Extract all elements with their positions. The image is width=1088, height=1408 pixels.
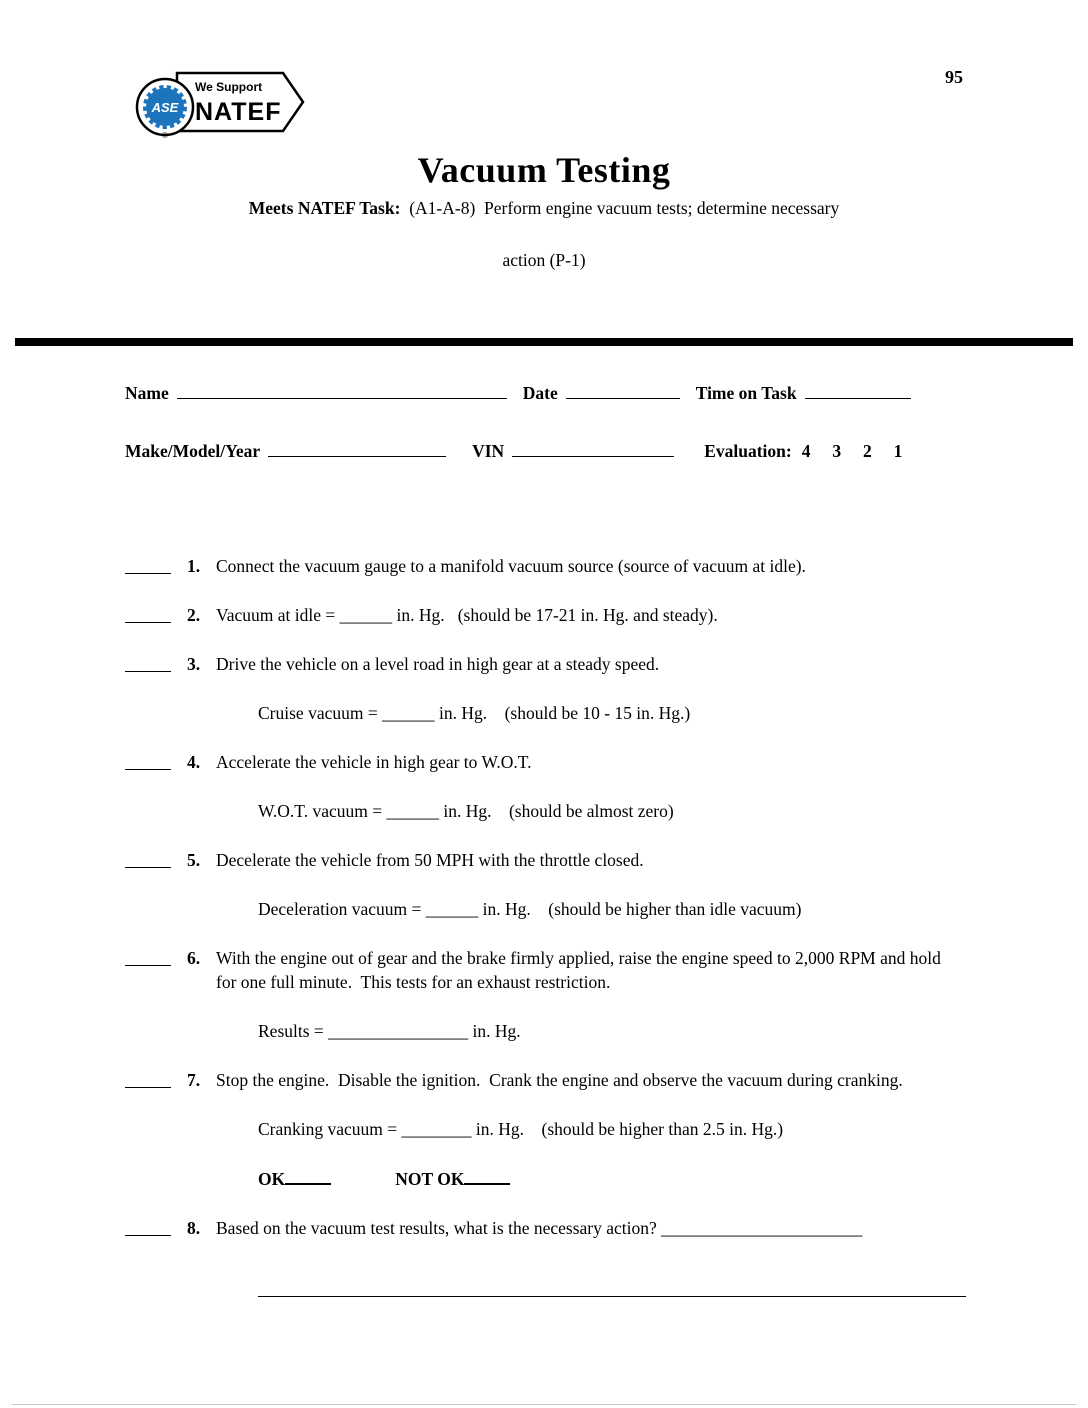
- divider-rule: [15, 338, 1073, 346]
- time-on-task-blank: [805, 382, 911, 399]
- natef-label: NATEF: [195, 98, 282, 126]
- item-number: 1.: [187, 556, 201, 576]
- page-number: 95: [945, 67, 963, 87]
- grade-blank: [125, 848, 171, 868]
- grade-blank: [125, 1068, 171, 1088]
- item-number: 2.: [187, 605, 201, 625]
- item-text: Connect the vacuum gauge to a manifold vacuum source (source of vacuum at idle).: [216, 556, 806, 576]
- item-text: Decelerate the vehicle from 50 MPH with the throttle closed.: [216, 850, 644, 870]
- evaluation-label: Evaluation:: [704, 441, 792, 461]
- not-ok-label: NOT OK: [395, 1169, 465, 1189]
- meets-natef-task-label: Meets NATEF Task:: [248, 198, 401, 218]
- item-number: 7.: [187, 1070, 201, 1090]
- item-number: 5.: [187, 850, 201, 870]
- make-model-year-label: Make/Model/Year: [125, 441, 261, 461]
- grade-blank: [125, 603, 171, 623]
- task-item-3: [125, 652, 963, 676]
- grade-blank: [125, 750, 171, 770]
- task-text: (A1-A-8) Perform engine vacuum tests; determine necessary: [400, 198, 840, 218]
- task-item-8: [125, 1216, 963, 1240]
- date-label: Date: [522, 383, 558, 403]
- task-description: [125, 195, 963, 325]
- item-sub-text: Cranking vacuum = ________ in. Hg. (should be higher than 2.5 in. Hg.): [258, 1119, 784, 1139]
- ok-notok-line: [258, 1167, 963, 1191]
- name-blank: [177, 382, 507, 399]
- task-item-5: [125, 848, 963, 872]
- ok-label: OK: [258, 1169, 286, 1189]
- item-number: 4.: [187, 752, 201, 772]
- task-item-2: [125, 603, 963, 627]
- item-number: 8.: [187, 1218, 201, 1238]
- we-support-label: We Support: [195, 80, 263, 94]
- grade-blank: [125, 554, 171, 574]
- task-text-line2: action (P-1): [502, 250, 586, 270]
- item-text: Vacuum at idle = ______ in. Hg. (should be 17-21 in. Hg. and steady).: [216, 605, 718, 625]
- page-title: Vacuum Testing: [417, 150, 671, 190]
- item-sub-text: W.O.T. vacuum = ______ in. Hg. (should be almost zero): [258, 801, 674, 821]
- item-sub-text: Cruise vacuum = ______ in. Hg. (should be 10 - 15 in. Hg.): [258, 703, 691, 723]
- name-label: Name: [125, 383, 169, 403]
- item-sub-text: Results = ________________ in. Hg.: [258, 1021, 521, 1041]
- item-number: 3.: [187, 654, 201, 674]
- natef-logo: [133, 57, 308, 139]
- form-row-identity: [125, 382, 963, 404]
- vin-blank: [512, 440, 674, 457]
- not-ok-blank: [464, 1168, 510, 1185]
- time-on-task-label: Time on Task: [695, 383, 797, 403]
- item-sub-text: Deceleration vacuum = ______ in. Hg. (should be higher than idle vacuum): [258, 899, 802, 919]
- make-model-year-blank: [268, 440, 446, 457]
- answer-line: [258, 1277, 966, 1297]
- form-row-vehicle: [125, 440, 963, 462]
- date-blank: [566, 382, 680, 399]
- task-list: [125, 554, 963, 1297]
- task-item-1: [125, 554, 963, 578]
- ok-blank: [285, 1168, 331, 1185]
- item-text: Accelerate the vehicle in high gear to W.O.T.: [216, 752, 532, 772]
- item-text: Based on the vacuum test results, what is the necessary action? _______________________: [216, 1218, 863, 1238]
- task-item-7: [125, 1068, 963, 1092]
- evaluation-values: 4 3 2 1: [801, 441, 903, 461]
- page-header: [125, 55, 963, 143]
- task-item-4: [125, 750, 963, 774]
- item-text: Stop the engine. Disable the ignition. Crank the engine and observe the vacuum during cranking.: [216, 1070, 903, 1090]
- item-text: With the engine out of gear and the brake firmly applied, raise the engine speed to 2,000 RPM and hold for one full minute. This tests for an exhaust restriction.: [216, 948, 946, 992]
- ase-label: ASE: [151, 100, 179, 115]
- registered-mark: ®: [162, 131, 168, 139]
- task-item-6: [125, 946, 963, 994]
- grade-blank: [125, 652, 171, 672]
- item-number: 6.: [187, 948, 201, 968]
- grade-blank: [125, 946, 171, 966]
- grade-blank: [125, 1216, 171, 1236]
- vin-label: VIN: [472, 441, 505, 461]
- item-text: Drive the vehicle on a level road in high gear at a steady speed.: [216, 654, 660, 674]
